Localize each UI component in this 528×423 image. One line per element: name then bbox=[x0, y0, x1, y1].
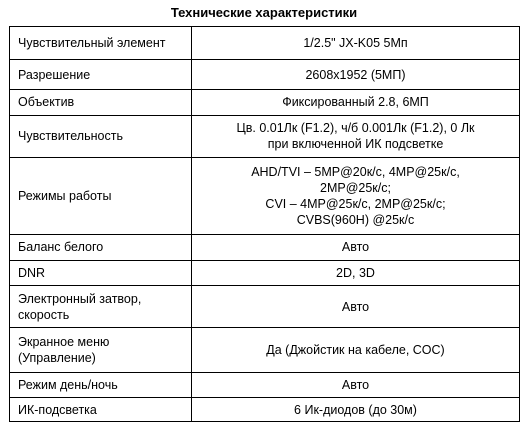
param-text: Электронный затвор, bbox=[18, 291, 142, 306]
table-title: Технические характеристики bbox=[170, 5, 358, 20]
value-text: CVBS(960H) @25к/с bbox=[296, 213, 415, 228]
value-text: Авто bbox=[341, 299, 370, 314]
param-cell bbox=[10, 158, 192, 235]
table-row bbox=[10, 235, 520, 261]
value-cell bbox=[192, 158, 520, 235]
value-cell bbox=[192, 27, 520, 60]
value-cell bbox=[192, 398, 520, 422]
param-text: Чувствительный элемент bbox=[18, 36, 166, 51]
value-text: 2D, 3D bbox=[336, 266, 375, 281]
param-text: (Управление) bbox=[18, 350, 96, 365]
table-row bbox=[10, 372, 520, 398]
value-cell bbox=[192, 235, 520, 261]
value-text: Да (Джойстик на кабеле, COC) bbox=[266, 342, 445, 357]
value-text: 6 Ик-диодов (до 30м) bbox=[294, 402, 417, 417]
table-row bbox=[10, 327, 520, 372]
param-cell bbox=[10, 398, 192, 422]
value-text: 1/2.5" JX-K05 5Мп bbox=[303, 36, 408, 51]
param-text: Экранное меню bbox=[18, 334, 110, 349]
table-row bbox=[10, 158, 520, 235]
table-row bbox=[10, 260, 520, 286]
param-text: Режим день/ночь bbox=[18, 378, 118, 393]
param-text: Чувствительность bbox=[18, 129, 123, 144]
table-row bbox=[10, 89, 520, 115]
value-text: Фиксированный 2.8, 6МП bbox=[282, 95, 429, 110]
param-text: Разрешение bbox=[18, 67, 91, 82]
param-text: скорость bbox=[18, 307, 70, 322]
value-text: Авто bbox=[341, 378, 370, 393]
value-text: AHD/TVI – 5MP@20к/с, 4MP@25к/с, bbox=[251, 165, 460, 180]
param-cell bbox=[10, 27, 192, 60]
table-row bbox=[10, 115, 520, 158]
value-cell bbox=[192, 286, 520, 328]
param-cell bbox=[10, 372, 192, 398]
param-text: Баланс белого bbox=[18, 240, 104, 255]
value-cell bbox=[192, 60, 520, 90]
param-cell bbox=[10, 89, 192, 115]
param-cell bbox=[10, 260, 192, 286]
table-row bbox=[10, 398, 520, 422]
value-cell bbox=[192, 115, 520, 158]
param-text: Режимы работы bbox=[18, 189, 112, 204]
param-text: DNR bbox=[18, 266, 46, 281]
param-cell bbox=[10, 286, 192, 328]
value-cell bbox=[192, 89, 520, 115]
table-row bbox=[10, 27, 520, 60]
value-text: CVI – 4MP@25к/с, 2MP@25к/с; bbox=[265, 197, 446, 212]
value-cell bbox=[192, 372, 520, 398]
specifications-table bbox=[9, 26, 520, 422]
value-text: при включенной ИК подсветке bbox=[267, 137, 444, 152]
value-text: 2608x1952 (5МП) bbox=[305, 67, 406, 82]
param-text: Объектив bbox=[18, 95, 75, 110]
table-row bbox=[10, 60, 520, 90]
value-text: 2MP@25к/с; bbox=[320, 181, 391, 196]
param-cell bbox=[10, 115, 192, 158]
param-text: ИК-подсветка bbox=[18, 402, 97, 417]
param-cell bbox=[10, 60, 192, 90]
value-text: Авто bbox=[341, 240, 370, 255]
value-text: Цв. 0.01Лк (F1.2), ч/б 0.001Лк (F1.2), 0 Лк bbox=[236, 121, 475, 136]
param-cell bbox=[10, 327, 192, 372]
table-row bbox=[10, 286, 520, 328]
value-cell bbox=[192, 260, 520, 286]
param-cell bbox=[10, 235, 192, 261]
value-cell bbox=[192, 327, 520, 372]
